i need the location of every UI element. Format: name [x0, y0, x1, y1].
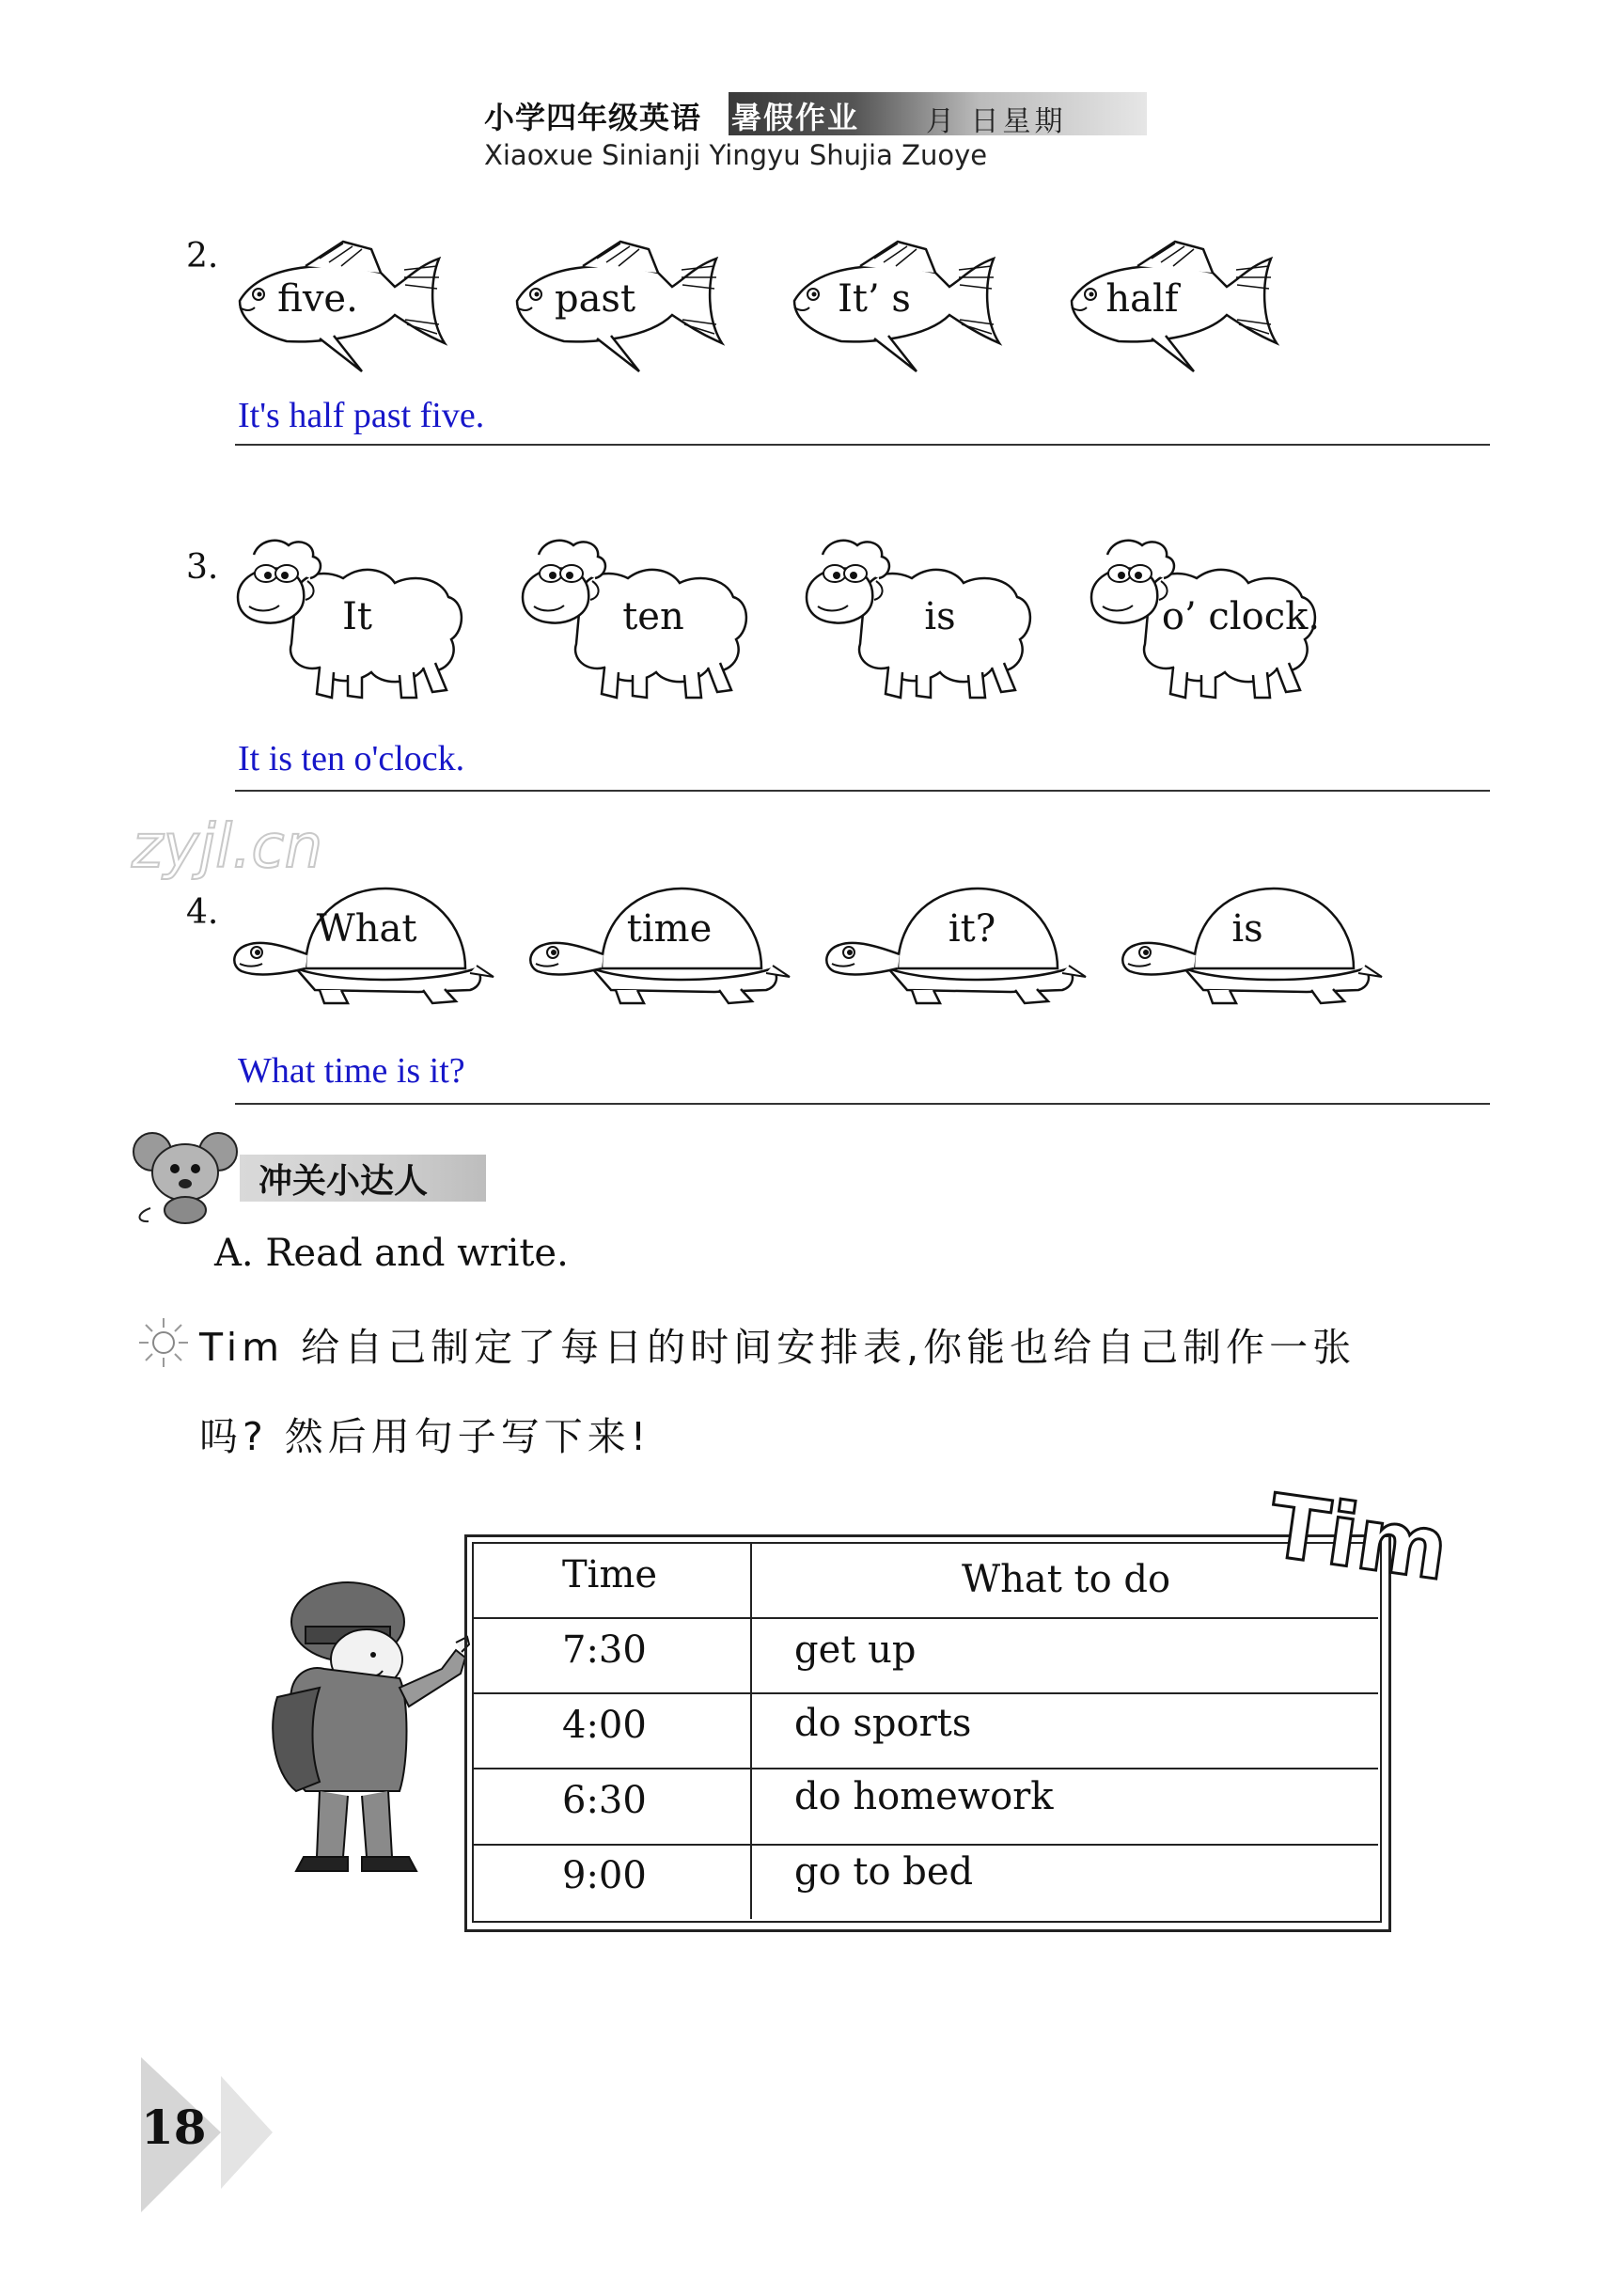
sheep-word: It: [342, 595, 372, 638]
instruction-line-2: 吗? 然后用句子写下来!: [199, 1414, 651, 1459]
fish-word: five.: [277, 277, 358, 321]
answer-line: [235, 790, 1490, 792]
turtle-word: it?: [948, 907, 996, 951]
table-column-divider: [750, 1542, 752, 1919]
table-row-divider: [472, 1617, 1378, 1619]
sun-icon: [137, 1316, 190, 1369]
table-cell-activity: get up: [794, 1628, 917, 1672]
question-number: 3.: [186, 548, 219, 587]
fish-word: half: [1105, 277, 1179, 321]
table-row-divider: [472, 1768, 1378, 1769]
tim-name-tag: [1260, 1471, 1454, 1603]
boy-illustration: [268, 1575, 475, 1895]
header-title: 小学四年级英语: [484, 100, 702, 135]
table-cell-activity: go to bed: [794, 1850, 974, 1894]
answer-line: [235, 444, 1490, 446]
sheep-word: ten: [622, 595, 684, 638]
turtle-word: is: [1231, 907, 1263, 951]
instruction-line-1: Tim 给自己制定了每日的时间安排表,你能也给自己制作一张: [199, 1325, 1356, 1370]
answer-q3[interactable]: It is ten o'clock.: [238, 739, 465, 778]
table-cell-time: 9:00: [562, 1854, 647, 1897]
table-row-divider: [472, 1844, 1378, 1846]
section-banner: 冲关小达人: [259, 1162, 429, 1201]
answer-q4[interactable]: What time is it?: [238, 1051, 465, 1091]
table-cell-activity: do homework: [794, 1775, 1054, 1818]
answer-line: [235, 1103, 1490, 1105]
question-number: 2.: [186, 237, 219, 275]
turtle-word: time: [626, 907, 713, 951]
svg-text:zyjl.cn: zyjl.cn: [132, 812, 323, 882]
svg-text:Tim: Tim: [1262, 1475, 1454, 1600]
sheep-word: o’ clock.: [1161, 595, 1321, 638]
mouse-icon: [132, 1124, 244, 1227]
table-cell-time: 4:00: [562, 1704, 647, 1747]
fish-word: It’ s: [838, 277, 911, 321]
table-header-activity: What to do: [962, 1558, 1171, 1601]
fish-word: past: [554, 277, 636, 321]
turtle-word: What: [316, 907, 417, 951]
watermark: [132, 810, 357, 886]
header-date-fields: 月 日星期: [926, 105, 1067, 138]
table-cell-time: 6:30: [562, 1779, 647, 1822]
part-label: A. Read and write.: [214, 1232, 569, 1275]
table-cell-time: 7:30: [562, 1628, 647, 1672]
sheep-word: is: [924, 595, 956, 638]
header-pinyin: Xiaoxue Sinianji Yingyu Shujia Zuoye: [484, 139, 988, 171]
table-header-time: Time: [562, 1553, 658, 1596]
question-number: 4.: [186, 893, 219, 932]
answer-q2[interactable]: It's half past five.: [238, 396, 485, 435]
header-title-highlight: 暑假作业: [731, 100, 860, 135]
page-number: 18: [141, 2099, 207, 2155]
table-row-divider: [472, 1692, 1378, 1694]
table-cell-activity: do sports: [794, 1702, 972, 1745]
